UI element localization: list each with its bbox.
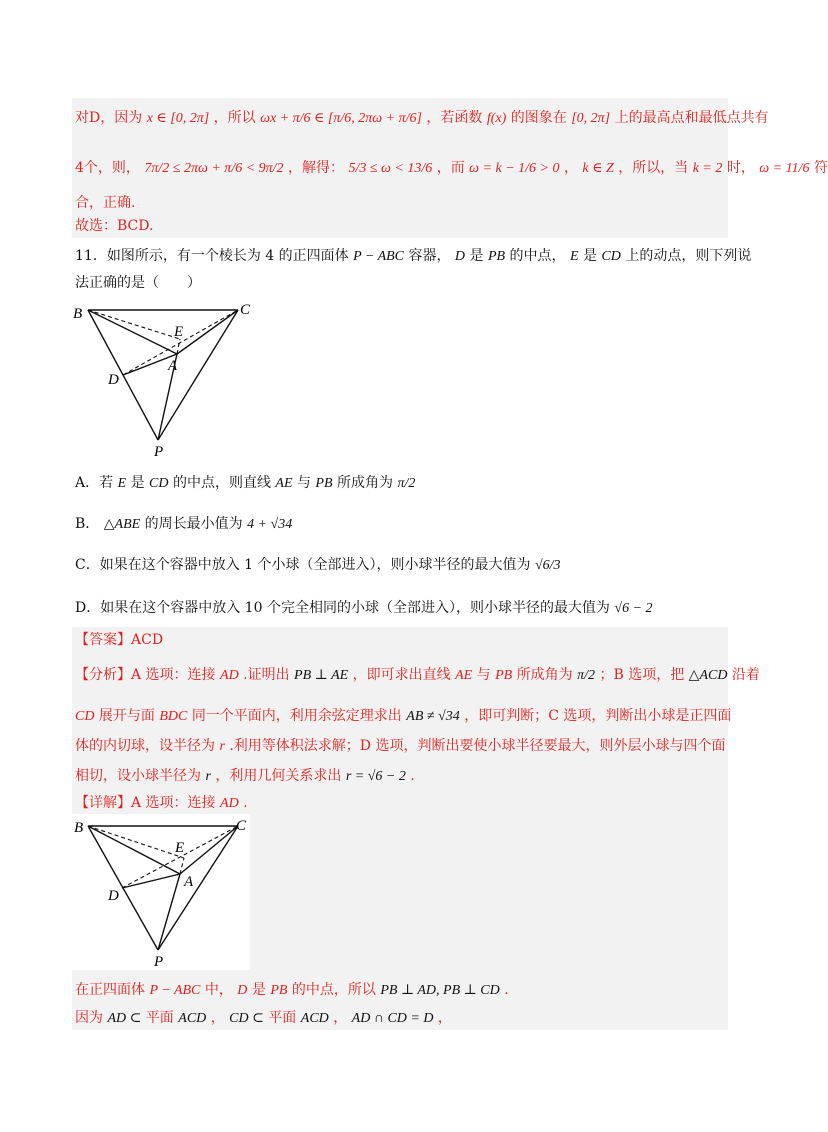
text: ， bbox=[333, 1010, 348, 1026]
text: 同一个平面内，利用余弦定理求出 bbox=[191, 708, 402, 724]
math: π/2 bbox=[577, 668, 596, 683]
math-radius: √6 − 2 bbox=[614, 601, 653, 616]
tetrahedron-figure-2 bbox=[72, 814, 250, 970]
math-segment: PB bbox=[487, 249, 506, 264]
text: .证明出 bbox=[243, 667, 290, 683]
label-A: A bbox=[168, 358, 178, 374]
text: 体的内切球，设半径为 bbox=[75, 738, 215, 754]
text: 中， bbox=[204, 982, 233, 998]
math: r = √6 − 2 bbox=[345, 769, 406, 784]
option-d bbox=[75, 598, 653, 619]
math-phase-range: ωx + π/6 ∈ [π/6, 2πω + π/6] bbox=[260, 111, 422, 126]
question-line-2 bbox=[75, 273, 201, 293]
text: 与 bbox=[296, 475, 311, 491]
label-B: B bbox=[74, 820, 84, 836]
label-E: E bbox=[175, 840, 185, 856]
text: 对D，因为 bbox=[75, 110, 143, 126]
text: 上的最高点和最低点共有 bbox=[614, 110, 769, 126]
text: 所成角为 bbox=[516, 667, 573, 683]
math-k-integer: k ∈ Z bbox=[582, 161, 614, 176]
analysis-line-3 bbox=[75, 736, 725, 757]
text: 平面 bbox=[145, 1010, 174, 1026]
analysis-line-4 bbox=[75, 766, 415, 787]
prev-solution-line-2 bbox=[75, 158, 828, 179]
text: . bbox=[504, 982, 509, 998]
label-A: A bbox=[184, 874, 194, 890]
text: 的中点，则直线 bbox=[172, 475, 271, 491]
text: 是 bbox=[130, 475, 145, 491]
math: PB bbox=[315, 476, 333, 491]
math: AD ⊂ bbox=[107, 1011, 142, 1026]
text: 是 bbox=[582, 248, 597, 264]
analysis-line-1 bbox=[75, 665, 760, 686]
text: ， bbox=[563, 160, 578, 176]
math: CD bbox=[149, 476, 169, 491]
math: AD ∩ CD = D bbox=[351, 1011, 434, 1026]
math: CD bbox=[75, 709, 95, 724]
math-omega-value: ω = 11/6 bbox=[759, 161, 810, 176]
option-c bbox=[75, 555, 561, 576]
math: ACD bbox=[178, 1011, 207, 1026]
math-segment: CD bbox=[601, 249, 621, 264]
math: AE bbox=[455, 668, 473, 683]
text: D．如果在这个容器中放入 10 个完全相同的小球（全部进入），则小球半径的最大值为 bbox=[75, 600, 610, 616]
text: . bbox=[243, 795, 248, 811]
text: B． bbox=[75, 516, 100, 532]
label-D: D bbox=[108, 888, 119, 904]
text: ，即可判断；C 选项，判断出小球是正四面 bbox=[464, 708, 732, 724]
math: AB ≠ √34 bbox=[406, 709, 460, 724]
math-omega-range: 5/3 ≤ ω < 13/6 bbox=[348, 161, 433, 176]
math-k-eq: k = 2 bbox=[692, 161, 723, 176]
math-x-interval: x ∈ [0, 2π] bbox=[146, 111, 210, 126]
math-omega-k: ω = k − 1/6 > 0 bbox=[469, 161, 560, 176]
math-fx: f(x) bbox=[486, 111, 507, 126]
text: 的图象在 bbox=[510, 110, 567, 126]
text: 相切，设小球半径为 bbox=[75, 768, 201, 784]
text: 上的动点，则下列说 bbox=[625, 248, 752, 264]
math: BDC bbox=[159, 709, 188, 724]
tetrahedron-figure-1 bbox=[70, 298, 260, 460]
math-inequality: 7π/2 ≤ 2πω + π/6 < 9π/2 bbox=[144, 161, 284, 176]
detail-line bbox=[75, 793, 248, 814]
math-triangle: △ABE bbox=[103, 517, 141, 532]
math: PB ⊥ AE bbox=[294, 668, 349, 683]
text: 的中点，所以 bbox=[291, 982, 376, 998]
math: D bbox=[237, 983, 248, 998]
math: ACD bbox=[300, 1011, 329, 1026]
label-C: C bbox=[240, 302, 251, 318]
text: ，所以 bbox=[213, 110, 256, 126]
text: 平面 bbox=[268, 1010, 297, 1026]
analysis-line-2 bbox=[75, 706, 731, 727]
prev-solution-line-1 bbox=[75, 108, 769, 129]
text: ，利用几何关系求出 bbox=[215, 768, 342, 784]
prev-solution-line-3 bbox=[75, 193, 135, 213]
label-B: B bbox=[73, 306, 83, 322]
math-point: D bbox=[454, 249, 466, 264]
proof-line-2 bbox=[75, 1008, 452, 1029]
math: CD ⊂ bbox=[229, 1011, 264, 1026]
text: 的中点， bbox=[509, 248, 566, 264]
text: .利用等体积法求解；D 选项，判断出要使小球半径要最大，则外层小球与四个面 bbox=[229, 738, 726, 754]
text: 因为 bbox=[75, 1010, 103, 1026]
text: ， bbox=[210, 1010, 225, 1026]
text: 的周长最小值为 bbox=[144, 516, 243, 532]
text: 展开与面 bbox=[98, 708, 155, 724]
text: 沿着 bbox=[731, 667, 760, 683]
label-P: P bbox=[154, 954, 164, 970]
text: 符 bbox=[813, 160, 828, 176]
question-line-1 bbox=[75, 246, 751, 267]
option-b bbox=[75, 514, 292, 535]
text: ，若函数 bbox=[426, 110, 483, 126]
math-interval: [0, 2π] bbox=[571, 111, 611, 126]
option-a bbox=[75, 473, 415, 494]
label-P: P bbox=[154, 444, 164, 460]
math-perimeter: 4 + √34 bbox=[247, 517, 293, 532]
text: A．若 bbox=[75, 475, 114, 491]
label-D: D bbox=[108, 372, 119, 388]
proof-line-1 bbox=[75, 980, 509, 1001]
text: 在正四面体 bbox=[75, 982, 145, 998]
math: PB bbox=[495, 668, 513, 683]
math: AE bbox=[275, 476, 293, 491]
text: 是 bbox=[251, 982, 266, 998]
math: P − ABC bbox=[149, 983, 201, 998]
text: 法正确的是（ ） bbox=[75, 275, 201, 291]
text: C．如果在这个容器中放入 1 个小球（全部进入），则小球半径的最大值为 bbox=[75, 557, 531, 573]
label-E: E bbox=[174, 324, 184, 340]
text: 合，正确. bbox=[75, 195, 136, 211]
label-C: C bbox=[236, 818, 247, 834]
text: 【详解】A 选项：连接 bbox=[75, 795, 216, 811]
math-pi-over-2: π/2 bbox=[397, 476, 416, 491]
math: r bbox=[205, 769, 211, 784]
math: PB bbox=[270, 983, 288, 998]
text: 时， bbox=[726, 160, 755, 176]
text: 所成角为 bbox=[336, 475, 393, 491]
text: 【分析】A 选项：连接 bbox=[75, 667, 216, 683]
math: AD bbox=[220, 796, 239, 811]
text: 与 bbox=[476, 667, 491, 683]
math: E bbox=[117, 476, 127, 491]
math: AD bbox=[220, 668, 239, 683]
text: 容器， bbox=[408, 248, 451, 264]
math-point: E bbox=[569, 249, 579, 264]
text: ，而 bbox=[436, 160, 465, 176]
text: 4个，则， bbox=[75, 160, 140, 176]
text: ，即可求出直线 bbox=[352, 667, 451, 683]
math: PB ⊥ AD, PB ⊥ CD bbox=[380, 983, 500, 998]
math-tetrahedron: P − ABC bbox=[353, 249, 405, 264]
math: △ACD bbox=[688, 668, 728, 683]
text: ， bbox=[437, 1010, 452, 1026]
text: ；B 选项，把 bbox=[599, 667, 685, 683]
math-radius: √6/3 bbox=[534, 558, 561, 573]
prev-solution-line-4 bbox=[75, 216, 153, 236]
text: ，解得： bbox=[288, 160, 345, 176]
text: 故选：BCD. bbox=[75, 218, 154, 234]
text: 【答案】ACD bbox=[75, 632, 164, 648]
answer-line bbox=[75, 630, 163, 650]
text: 是 bbox=[469, 248, 484, 264]
text: ，所以，当 bbox=[618, 160, 689, 176]
text: . bbox=[410, 768, 415, 784]
math: r bbox=[219, 739, 225, 754]
text: 11．如图所示，有一个棱长为 4 的正四面体 bbox=[75, 248, 349, 264]
